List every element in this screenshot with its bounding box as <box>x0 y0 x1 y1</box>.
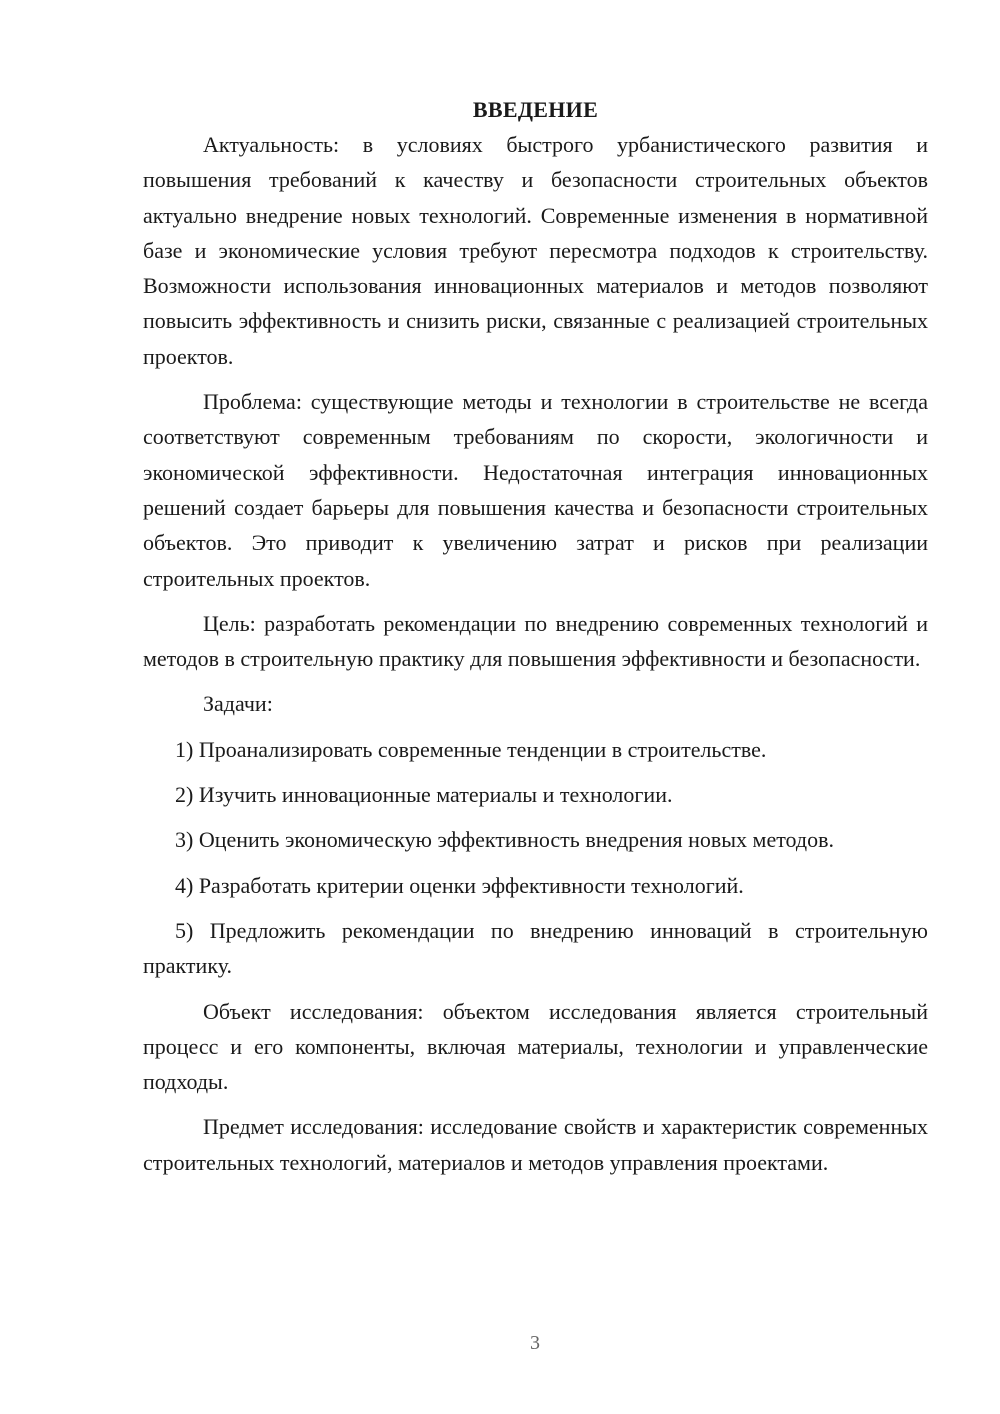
page-number: 3 <box>530 1332 540 1354</box>
task-item-4: 4) Разработать критерии оценки эффективности технологий. <box>175 872 744 898</box>
section-heading: ВВЕДЕНИЕ <box>472 97 599 122</box>
task-item-1: 1) Проанализировать современные тенденции в строительстве. <box>175 736 767 762</box>
subject-paragraph: Предмет исследования: исследование свойств и характеристик современных строительных технологий, материалов и методов управления проектами. <box>143 1114 928 1175</box>
problem-paragraph: Проблема: существующие методы и технологии в строительстве не всегда соответствуют современным требованиям по скорости, экологичности и экономической эффективности. Недостаточная интеграция инновационных решений создает барьеры для повышения качества и безопасности строительных объектов. Это приводит к увеличению затрат и рисков при реализации строительных проектов. <box>143 389 928 591</box>
task-item-2: 2) Изучить инновационные материалы и технологии. <box>175 782 673 808</box>
tasks-label: Задачи: <box>203 691 273 717</box>
relevance-paragraph: Актуальность: в условиях быстрого урбанистического развития и повышения требований к качеству и безопасности строительных объектов актуально внедрение новых технологий. Современные изменения в нормативной базе и экономические условия требуют пересмотра подходов к строительству. Возможности использования инновационных материалов и методов позволяют повысить эффективность и снизить риски, связанные с реализацией строительных проектов. <box>143 132 928 369</box>
goal-paragraph: Цель: разработать рекомендации по внедрению современных технологий и методов в строительную практику для повышения эффективности и безопасности. <box>143 610 928 672</box>
task-item-5: 5) Предложить рекомендации по внедрению инноваций в строительную практику. <box>143 917 928 979</box>
document-page <box>143 92 928 1190</box>
object-paragraph: Объект исследования: объектом исследования является строительный процесс и его компоненты, включая материалы, технологии и управленческие подходы. <box>143 998 928 1095</box>
task-item-3: 3) Оценить экономическую эффективность внедрения новых методов. <box>175 827 834 853</box>
